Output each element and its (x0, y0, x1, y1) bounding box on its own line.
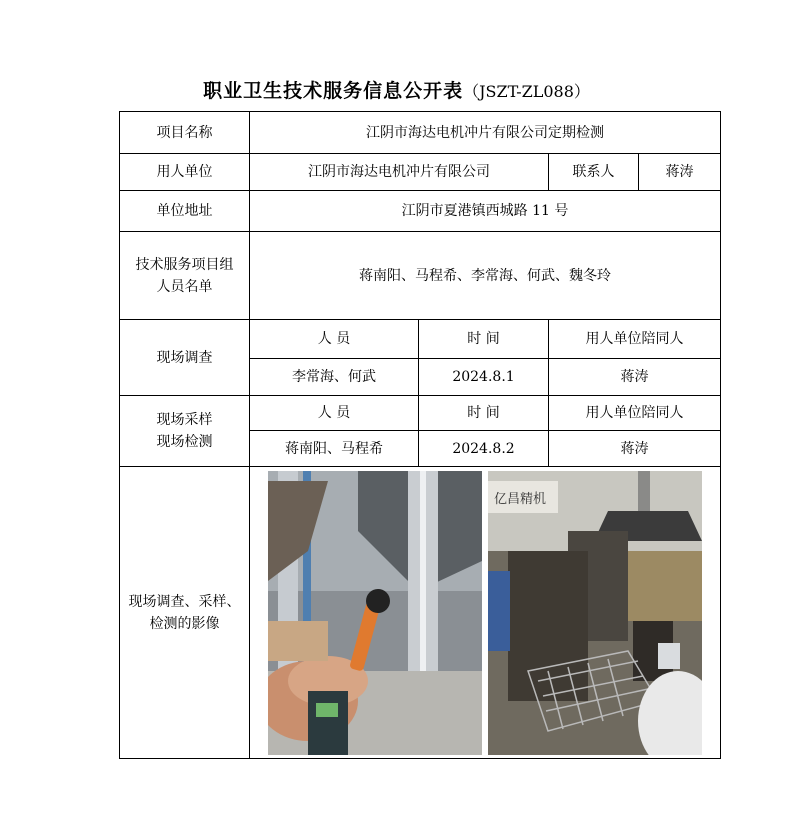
employer-value: 江阴市海达电机冲片有限公司 (250, 154, 549, 191)
row-survey-header (120, 320, 721, 359)
survey-col-escort: 用人单位陪同人 (549, 320, 721, 359)
images-cell (250, 467, 721, 759)
row-employer (120, 154, 721, 191)
survey-time: 2024.8.1 (419, 359, 549, 396)
sampling-col-personnel: 人 员 (250, 396, 419, 431)
workshop-photo-image (488, 471, 702, 755)
title-text: 职业卫生技术服务信息公开表 (203, 80, 464, 102)
sampling-label-line1: 现场采样 (156, 412, 213, 428)
page-title (0, 76, 793, 103)
photo-workshop (488, 471, 702, 755)
team-label: 技术服务项目组人员名单 (120, 232, 250, 320)
info-table (119, 111, 721, 759)
contact-value: 蒋涛 (639, 154, 721, 191)
survey-label: 现场调查 (120, 320, 250, 396)
sampling-col-escort: 用人单位陪同人 (549, 396, 721, 431)
address-value: 江阴市夏港镇西城路 11 号 (250, 191, 721, 232)
photo-sound-meter (268, 471, 482, 755)
survey-col-time: 时 间 (419, 320, 549, 359)
survey-escort: 蒋涛 (549, 359, 721, 396)
employer-label: 用人单位 (120, 154, 250, 191)
project-label: 项目名称 (120, 112, 250, 154)
survey-personnel: 李常海、何武 (250, 359, 419, 396)
row-project (120, 112, 721, 154)
sampling-time: 2024.8.2 (419, 431, 549, 467)
row-team (120, 232, 721, 320)
row-address (120, 191, 721, 232)
row-sampling-header (120, 396, 721, 431)
row-images (120, 467, 721, 759)
project-value: 江阴市海达电机冲片有限公司定期检测 (250, 112, 721, 154)
sampling-escort: 蒋涛 (549, 431, 721, 467)
title-code: （JSZT-ZL088） (463, 82, 590, 101)
images-label: 现场调查、采样、检测的影像 (120, 467, 250, 759)
team-value: 蒋南阳、马程希、李常海、何武、魏冬玲 (250, 232, 721, 320)
sampling-label-line2: 现场检测 (156, 434, 213, 450)
photo-strip (250, 469, 720, 757)
workshop-sign-text: 亿昌精机 (494, 491, 547, 507)
survey-col-personnel: 人 员 (250, 320, 419, 359)
sampling-col-time: 时 间 (419, 396, 549, 431)
contact-label: 联系人 (549, 154, 639, 191)
sampling-personnel: 蒋南阳、马程希 (250, 431, 419, 467)
address-label: 单位地址 (120, 191, 250, 232)
sampling-label (120, 396, 250, 467)
sound-meter-photo-image (268, 471, 482, 755)
